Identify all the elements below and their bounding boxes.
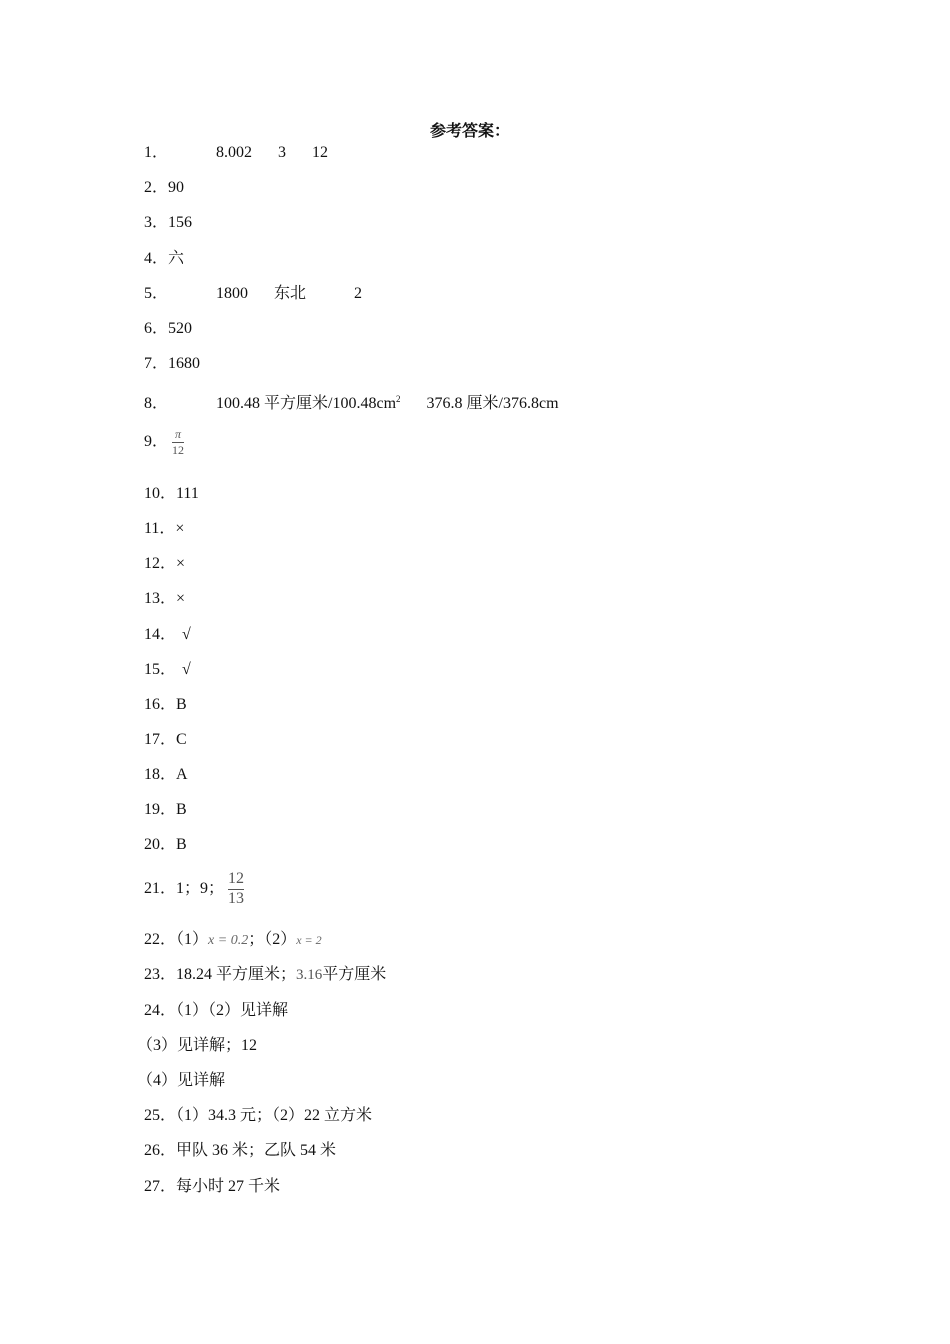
answer-number: 16． bbox=[144, 696, 177, 713]
answer-text: 每小时 27 千米 bbox=[176, 1178, 281, 1195]
answer-number: 22． bbox=[144, 931, 177, 948]
fraction bbox=[172, 428, 184, 456]
answer-10 bbox=[144, 483, 199, 505]
answer-number: 10． bbox=[144, 485, 177, 502]
answer-6 bbox=[144, 318, 192, 340]
answer-number: 7． bbox=[144, 355, 169, 372]
answer-number: 9． bbox=[144, 433, 169, 450]
answer-number: 27． bbox=[144, 1178, 177, 1195]
answer-1 bbox=[144, 142, 328, 164]
answer-24-part-4 bbox=[137, 1070, 225, 1092]
answer-18 bbox=[144, 764, 188, 786]
answer-number: 17． bbox=[144, 731, 177, 748]
answer-5 bbox=[144, 283, 362, 305]
answer-text: 18.24 平方厘米； bbox=[176, 966, 297, 983]
answer-text: B bbox=[176, 801, 187, 818]
answer-number: 24． bbox=[144, 1002, 177, 1019]
answer-15 bbox=[144, 659, 191, 681]
answer-24-part-3 bbox=[137, 1035, 257, 1057]
answer-2 bbox=[144, 177, 184, 199]
answer-number: 21． bbox=[144, 880, 177, 897]
answer-14 bbox=[144, 624, 191, 646]
superscript: 2 bbox=[396, 394, 401, 404]
answer-number: 8． bbox=[144, 395, 169, 412]
answer-23 bbox=[144, 964, 386, 986]
answer-text: 90 bbox=[168, 179, 185, 196]
answer-text: 1680 bbox=[168, 355, 201, 372]
answer-text: 111 bbox=[176, 485, 199, 502]
answer-text: × bbox=[176, 555, 186, 572]
answer-value: 东北 bbox=[274, 285, 307, 302]
answer-22 bbox=[144, 929, 322, 952]
answer-value: 1800 bbox=[216, 285, 249, 302]
answer-number: 18． bbox=[144, 766, 177, 783]
answer-number: 25． bbox=[144, 1107, 177, 1124]
answer-8 bbox=[144, 388, 559, 415]
answer-text: （4）见详解 bbox=[137, 1072, 226, 1089]
answer-text: 平方厘米 bbox=[322, 966, 387, 983]
equation-value: 3.16 bbox=[296, 967, 323, 983]
answer-text: 156 bbox=[168, 214, 193, 231]
answer-7 bbox=[144, 353, 200, 375]
answer-16 bbox=[144, 694, 187, 716]
answer-12 bbox=[144, 553, 185, 575]
page-title: 参考答案： bbox=[429, 123, 510, 140]
fraction-numerator: π bbox=[175, 427, 182, 442]
equation: x = 2 bbox=[296, 933, 322, 947]
answer-21 bbox=[144, 866, 244, 912]
answer-text: √ bbox=[182, 626, 191, 643]
answer-value: 2 bbox=[354, 285, 363, 302]
answer-number: 4． bbox=[144, 250, 169, 267]
fraction-denominator: 13 bbox=[228, 889, 245, 907]
answer-text: （3）见详解；12 bbox=[137, 1037, 258, 1054]
answer-number: 19． bbox=[144, 801, 177, 818]
answer-value: 3 bbox=[278, 144, 287, 161]
answer-number: 2． bbox=[144, 179, 169, 196]
separator: ； bbox=[248, 931, 265, 948]
answer-24 bbox=[144, 1000, 288, 1022]
answer-27 bbox=[144, 1176, 280, 1198]
answer-4 bbox=[144, 248, 184, 270]
answer-number: 15． bbox=[144, 661, 177, 678]
answer-19 bbox=[144, 799, 187, 821]
answer-26 bbox=[144, 1140, 336, 1162]
answer-13 bbox=[144, 588, 185, 610]
answer-value: 100.48 平方厘米/100.48cm bbox=[216, 395, 397, 412]
answer-text: 六 bbox=[168, 250, 185, 267]
answer-9 bbox=[144, 424, 184, 460]
answer-value: 12 bbox=[312, 144, 329, 161]
answer-number: 20． bbox=[144, 836, 177, 853]
answer-number: 13． bbox=[144, 590, 177, 607]
answer-number: 26． bbox=[144, 1142, 177, 1159]
answer-11 bbox=[144, 518, 184, 540]
answer-value: 8.002 bbox=[216, 144, 253, 161]
answer-text: （1）34.3 元；（2）22 立方米 bbox=[176, 1107, 373, 1124]
equation: x = 0.2 bbox=[208, 933, 249, 948]
answer-text: × bbox=[175, 520, 185, 537]
answer-number: 5． bbox=[144, 285, 169, 302]
answer-text: C bbox=[176, 731, 187, 748]
answer-number: 14． bbox=[144, 626, 177, 643]
answer-text: （1）（2）见详解 bbox=[176, 1002, 289, 1019]
answer-text: √ bbox=[182, 661, 191, 678]
answer-text: B bbox=[176, 836, 187, 853]
answer-20 bbox=[144, 834, 187, 856]
answer-number: 6． bbox=[144, 320, 169, 337]
answer-text: A bbox=[176, 766, 188, 783]
answer-text: （1） bbox=[176, 931, 209, 948]
answer-text: 甲队 36 米；乙队 54 米 bbox=[176, 1142, 337, 1159]
fraction-numerator: 12 bbox=[228, 870, 245, 888]
fraction-denominator: 12 bbox=[172, 442, 185, 457]
answer-text: （2） bbox=[264, 931, 297, 948]
answer-number: 12． bbox=[144, 555, 177, 572]
answer-text: 520 bbox=[168, 320, 193, 337]
answer-text: 1；9； bbox=[176, 880, 225, 897]
answer-number: 1． bbox=[144, 144, 169, 161]
answer-text: B bbox=[176, 696, 187, 713]
answer-number: 3． bbox=[144, 214, 169, 231]
answer-text: × bbox=[176, 590, 186, 607]
answer-number: 11． bbox=[144, 520, 176, 537]
answer-17 bbox=[144, 729, 187, 751]
answer-value: 376.8 厘米/376.8cm bbox=[426, 395, 559, 412]
answer-25 bbox=[144, 1105, 372, 1127]
fraction bbox=[228, 871, 244, 908]
answer-3 bbox=[144, 212, 192, 234]
answer-number: 23． bbox=[144, 966, 177, 983]
